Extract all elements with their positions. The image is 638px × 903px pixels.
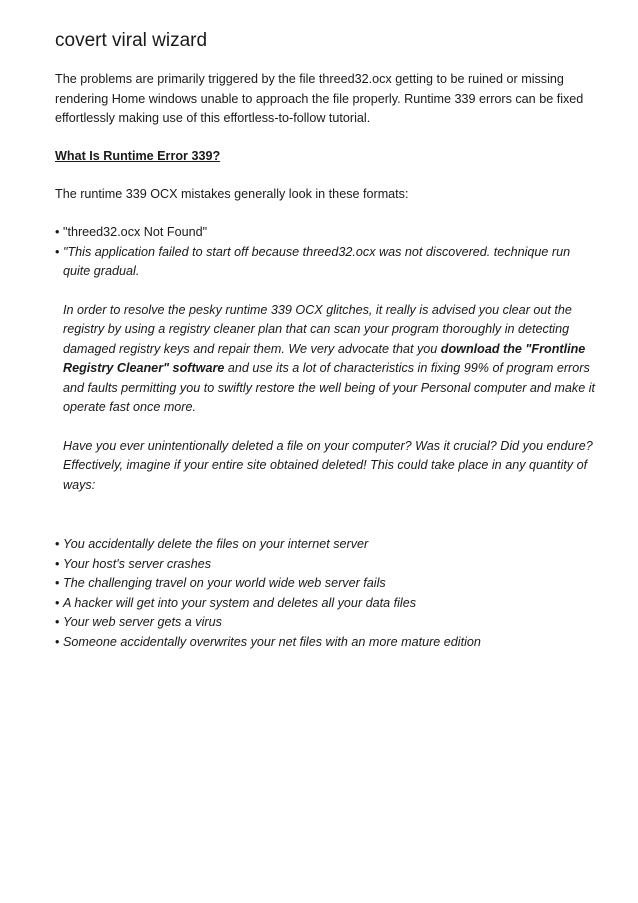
list-item (55, 633, 595, 653)
resolve-paragraph (55, 301, 595, 418)
list-item (55, 535, 595, 555)
way-text: Someone accidentally overwrites your net files with an more mature edition (63, 634, 481, 649)
bullet-icon: • (55, 595, 60, 610)
list-item (55, 223, 595, 243)
bullet-icon: • (55, 244, 60, 259)
document-title: covert viral wizard (55, 30, 208, 51)
bullet-icon: • (55, 576, 60, 590)
resolve-text-start: In order to resolve the pesky runtime 339 OCX glitches, it really is advised you clear out the registry by using a registry cleaner plan that can scan your program thoroughly in detecting damaged registry keys and repair them. We very advocate that you (63, 302, 572, 356)
document-page (55, 28, 595, 652)
list-item (55, 594, 595, 614)
deleted-site-paragraph: Have you ever unintentionally deleted a file on your computer? Was it crucial? Did you endure? Effectively, imagine if your entire site obtained deleted! This could take place in any quantity of ways: (63, 438, 593, 492)
list-item (55, 555, 595, 575)
way-text: Your host's server crashes (63, 556, 211, 571)
way-text: Your web server gets a virus (63, 615, 222, 629)
way-text: A hacker will get into your system and deletes all your data files (63, 595, 417, 610)
section-heading-link[interactable]: What Is Runtime Error 339? (55, 148, 221, 163)
list-item (55, 243, 595, 282)
heading-row (55, 147, 595, 185)
list-item (55, 613, 595, 633)
formats-intro-paragraph: The runtime 339 OCX mistakes generally look in these formats: (55, 186, 409, 201)
resolve-text-end: and use its a lot of characteristics in fixing 99% of program errors and faults permitting you to swiftly restore the well being of your Personal computer and make it operate fast once more. (63, 361, 595, 414)
download-cleaner-link[interactable]: download the "Frontline Registry Cleaner" software (63, 341, 586, 375)
way-text: You accidentally delete the files on your internet server (63, 537, 369, 551)
bullet-icon: • (55, 537, 60, 551)
format-text: "threed32.ocx Not Found" (63, 225, 208, 239)
format-text: "This application failed to start off because threed32.ocx was not discovered. technique run quite gradual. (63, 244, 571, 278)
bullet-icon: • (55, 556, 60, 571)
bullet-icon: • (55, 615, 60, 629)
bullet-icon: • (55, 225, 60, 239)
intro-paragraph: The problems are primarily triggered by the file threed32.ocx getting to be ruined or missing rendering Home windows unable to approach the file properly. Runtime 339 errors can be fixed effortlessly making use of this effortless-to-follow tutorial. (55, 72, 584, 125)
ways-list (55, 535, 595, 652)
way-text: The challenging travel on your world wide web server fails (63, 576, 386, 590)
list-item (55, 574, 595, 594)
formats-list (55, 223, 595, 282)
bullet-icon: • (55, 634, 60, 649)
